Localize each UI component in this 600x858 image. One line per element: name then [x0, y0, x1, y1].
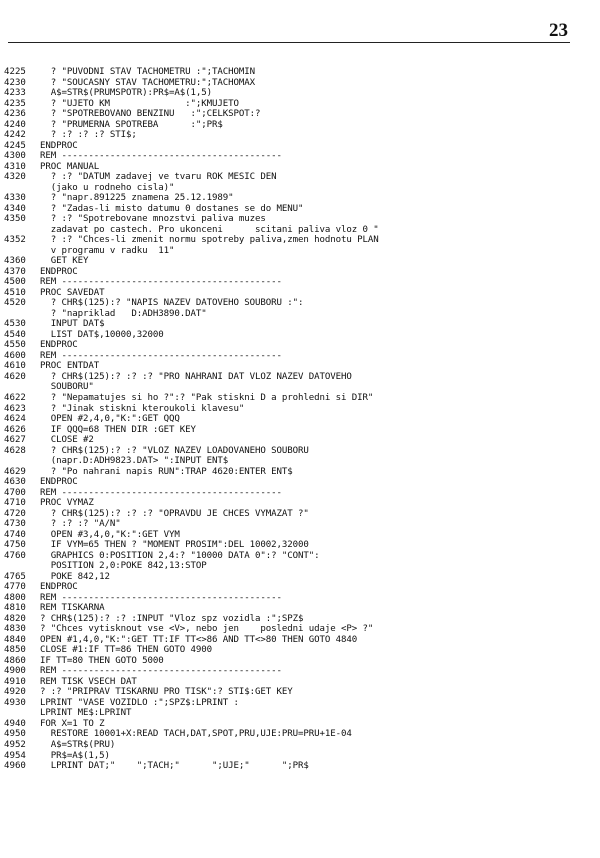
line-number: 4245 [4, 140, 26, 151]
code-line [0, 572, 600, 583]
line-code: IF TT=80 THEN GOTO 5000 [40, 655, 164, 666]
line-number: 4830 [4, 624, 26, 635]
header-rule [8, 42, 570, 43]
line-code: REM TISKARNA [40, 603, 105, 614]
line-number: 4850 [4, 645, 26, 656]
line-code: REM ----------------------------------------- [40, 666, 282, 677]
code-line [0, 141, 600, 152]
line-number: 4860 [4, 655, 26, 666]
line-number: 4730 [4, 519, 26, 530]
line-code: PROC ENTDAT [40, 361, 100, 372]
line-code: ENDPROC [40, 582, 78, 593]
line-number: 4952 [4, 740, 26, 750]
line-code: LPRINT "VASE VOZIDLO :";SPZ$:LPRINT : [40, 697, 239, 708]
code-line [0, 193, 600, 204]
line-code: REM ----------------------------------------- [40, 350, 282, 361]
code-line [0, 530, 600, 541]
line-code: ? CHR$(125):? :? :INPUT "Vloz spz vozidla :";SPZ$ [40, 613, 304, 624]
line-code: SOUBORU" [40, 382, 94, 393]
line-code: ? "Zadas-li misto datumu 0 dostanes se do MENU" [40, 203, 304, 214]
line-code: A$=STR$(PRU) [40, 740, 116, 750]
line-number: 4300 [4, 151, 26, 162]
code-line [0, 677, 600, 688]
line-code: ? "Jinak stiskni kteroukoli klavesu" [40, 403, 245, 414]
line-code: ? :? :? :? STI$; [40, 130, 137, 141]
line-number: 4910 [4, 676, 26, 687]
line-number: 4510 [4, 287, 26, 298]
code-line [0, 593, 600, 604]
code-line [0, 582, 600, 593]
line-code: REM ----------------------------------------- [40, 151, 282, 162]
line-number: 4352 [4, 235, 26, 246]
line-code: ? CHR$(125):? "NAPIS NAZEV DATOVEHO SOUBORU :": [40, 298, 304, 309]
code-line [0, 719, 600, 730]
line-number: 4610 [4, 361, 26, 372]
code-line [0, 246, 600, 257]
code-line [0, 498, 600, 509]
code-line [0, 708, 600, 719]
line-number: 4750 [4, 540, 26, 551]
line-code: ? CHR$(125):? :? :? "OPRAVDU JE CHCES VYMAZAT ?" [40, 508, 309, 519]
code-line [0, 666, 600, 677]
code-line [0, 645, 600, 656]
line-code: ? "UJETO KM :";KMUJETO [40, 98, 239, 109]
code-line [0, 656, 600, 667]
line-number: 4550 [4, 340, 26, 351]
code-line [0, 88, 600, 99]
line-code: GET KEY [40, 256, 89, 267]
line-code: GRAPHICS 0:POSITION 2,4:? "10000 DATA 0":? "CONT": [40, 550, 320, 561]
code-line [0, 551, 600, 562]
code-line [0, 635, 600, 646]
line-code: ? :? "Chces-li zmenit normu spotreby paliva,zmen hodnotu PLAN [40, 235, 379, 246]
code-line [0, 309, 600, 320]
line-number: 4540 [4, 329, 26, 340]
code-line [0, 351, 600, 362]
line-number: 4225 [4, 67, 26, 77]
code-line [0, 67, 600, 78]
line-code: PROC SAVEDAT [40, 287, 105, 298]
line-number: 4622 [4, 392, 26, 403]
line-code: LIST DAT$,10000,32000 [40, 329, 164, 340]
line-number: 4624 [4, 414, 26, 425]
line-number: 4330 [4, 193, 26, 204]
code-line [0, 183, 600, 194]
line-code: POKE 842,12 [40, 571, 110, 582]
line-number: 4700 [4, 487, 26, 498]
line-number: 4235 [4, 98, 26, 109]
line-number: 4810 [4, 603, 26, 614]
line-number: 4242 [4, 130, 26, 141]
line-number: 4960 [4, 761, 26, 772]
line-code: OPEN #3,4,0,"K:":GET VYM [40, 529, 180, 540]
line-code: (jako u rodneho cisla)" [40, 182, 175, 193]
line-code: REM TISK VSECH DAT [40, 676, 137, 687]
code-line [0, 330, 600, 341]
line-number: 4310 [4, 161, 26, 172]
line-number: 4230 [4, 77, 26, 88]
line-number: 4240 [4, 119, 26, 130]
line-code: PROC MANUAL [40, 161, 100, 172]
code-line [0, 393, 600, 404]
code-line [0, 99, 600, 110]
line-code: ? "Chces vytisknout vse <V>, nebo jen posledni udaje <P> ?" [40, 624, 374, 635]
line-code: CLOSE #2 [40, 435, 94, 446]
code-line [0, 446, 600, 457]
code-line [0, 761, 600, 772]
line-code: LPRINT DAT;" ";TACH;" ";UJE;" ";PR$ [40, 761, 309, 772]
code-line [0, 382, 600, 393]
line-code: ENDPROC [40, 140, 78, 151]
line-code: ? "napr.891225 znamena 25.12.1989" [40, 193, 234, 204]
code-line [0, 603, 600, 614]
line-number: 4629 [4, 466, 26, 477]
line-code: ? :? "DATUM zadavej ve tvaru ROK MESIC DEN [40, 172, 277, 183]
line-number: 4950 [4, 729, 26, 740]
code-line [0, 288, 600, 299]
line-code: OPEN #2,4,0,"K:":GET QQQ [40, 414, 180, 425]
code-line [0, 214, 600, 225]
line-number: 4320 [4, 172, 26, 183]
line-code: INPUT DAT$ [40, 319, 105, 330]
line-code: RESTORE 10001+X:READ TACH,DAT,SPOT,PRU,UJE:PRU=PRU+1E-04 [40, 729, 352, 740]
code-line [0, 120, 600, 131]
line-code: OPEN #1,4,0,"K:":GET TT:IF TT<>86 AND TT<>80 THEN GOTO 4840 [40, 634, 358, 645]
code-line [0, 477, 600, 488]
code-line [0, 435, 600, 446]
line-code: ? "napriklad D:ADH3890.DAT" [40, 308, 207, 319]
line-number: 4360 [4, 256, 26, 267]
code-line [0, 488, 600, 499]
code-line [0, 256, 600, 267]
line-code: REM ----------------------------------------- [40, 277, 282, 288]
code-line [0, 109, 600, 120]
line-number: 4710 [4, 498, 26, 509]
code-line [0, 225, 600, 236]
code-line [0, 267, 600, 278]
line-code: ? "PUVODNI STAV TACHOMETRU :";TACHOMIN [40, 67, 255, 77]
line-code: IF QQQ=68 THEN DIR :GET KEY [40, 424, 196, 435]
code-line [0, 298, 600, 309]
line-number: 4600 [4, 350, 26, 361]
code-listing [0, 67, 600, 772]
code-line [0, 235, 600, 246]
line-number: 4340 [4, 203, 26, 214]
code-line [0, 151, 600, 162]
code-line [0, 740, 600, 751]
line-number: 4800 [4, 592, 26, 603]
line-number: 4626 [4, 424, 26, 435]
page-number: 23 [549, 20, 568, 41]
line-code: ? "PRUMERNA SPOTREBA :";PR$ [40, 119, 223, 130]
code-line [0, 687, 600, 698]
code-line [0, 509, 600, 520]
line-code: LPRINT ME$:LPRINT [40, 708, 132, 719]
line-code: zadavat po castech. Pro ukonceni scitani paliva vloz 0 " [40, 224, 379, 235]
line-code: ? "Po nahrani napis RUN":TRAP 4620:ENTER ENT$ [40, 466, 293, 477]
line-number: 4623 [4, 403, 26, 414]
line-code: CLOSE #1:IF TT=86 THEN GOTO 4900 [40, 645, 212, 656]
line-code: ? CHR$(125):? :? :? "PRO NAHRANI DAT VLOZ NAZEV DATOVEHO [40, 371, 352, 382]
line-number: 4620 [4, 371, 26, 382]
code-line [0, 561, 600, 572]
code-line [0, 425, 600, 436]
line-code: ? :? "Spotrebovane mnozstvi paliva muzes [40, 214, 266, 225]
line-number: 4233 [4, 88, 26, 99]
code-line [0, 204, 600, 215]
line-code: PROC VYMAZ [40, 498, 94, 509]
line-number: 4530 [4, 319, 26, 330]
line-number: 4900 [4, 666, 26, 677]
line-code: IF VYM=65 THEN ? "MOMENT PROSIM":DEL 10002,32000 [40, 540, 309, 551]
code-line [0, 162, 600, 173]
code-line [0, 456, 600, 467]
line-number: 4630 [4, 477, 26, 488]
line-code: REM ----------------------------------------- [40, 592, 282, 603]
line-code: POSITION 2,0:POKE 842,13:STOP [40, 561, 207, 572]
line-code: PR$=A$(1,5) [40, 750, 110, 761]
line-code: (napr.D:ADH9823.DAT> ":INPUT ENT$ [40, 456, 229, 467]
line-number: 4920 [4, 687, 26, 698]
line-number: 4765 [4, 571, 26, 582]
code-line [0, 751, 600, 762]
line-code: ? "SPOTREBOVANO BENZINU :";CELKSPOT:? [40, 109, 261, 120]
line-code: A$=STR$(PRUMSPOTR):PR$=A$(1,5) [40, 88, 212, 99]
code-line [0, 729, 600, 740]
line-number: 4940 [4, 718, 26, 729]
code-line [0, 361, 600, 372]
line-code: REM ----------------------------------------- [40, 487, 282, 498]
line-number: 4628 [4, 445, 26, 456]
line-number: 4500 [4, 277, 26, 288]
line-code: v programu v radku 11" [40, 245, 175, 256]
code-line [0, 614, 600, 625]
line-code: ? "Nepamatujes si ho ?":? "Pak stiskni D a prohledni si DIR" [40, 392, 374, 403]
code-line [0, 340, 600, 351]
line-code: ? CHR$(125):? :? "VLOZ NAZEV LOADOVANEHO SOUBORU [40, 445, 309, 456]
line-code: ? :? :? "A/N" [40, 519, 121, 530]
line-number: 4760 [4, 550, 26, 561]
line-code: FOR X=1 TO Z [40, 718, 105, 729]
line-code: ENDPROC [40, 340, 78, 351]
line-number: 4627 [4, 435, 26, 446]
line-code: ? "SOUCASNY STAV TACHOMETRU:";TACHOMAX [40, 77, 255, 88]
code-line [0, 519, 600, 530]
line-code: ENDPROC [40, 266, 78, 277]
code-line [0, 319, 600, 330]
code-line [0, 404, 600, 415]
line-number: 4954 [4, 750, 26, 761]
line-number: 4820 [4, 613, 26, 624]
code-line [0, 467, 600, 478]
line-number: 4370 [4, 266, 26, 277]
code-line [0, 78, 600, 89]
line-code: ENDPROC [40, 477, 78, 488]
line-number: 4350 [4, 214, 26, 225]
code-line [0, 698, 600, 709]
code-line [0, 172, 600, 183]
line-code: ? :? "PRIPRAV TISKARNU PRO TISK":? STI$:GET KEY [40, 687, 293, 698]
code-line [0, 540, 600, 551]
line-number: 4840 [4, 634, 26, 645]
line-number: 4770 [4, 582, 26, 593]
code-line [0, 414, 600, 425]
line-number: 4720 [4, 508, 26, 519]
line-number: 4520 [4, 298, 26, 309]
code-line [0, 624, 600, 635]
code-line [0, 277, 600, 288]
code-line [0, 130, 600, 141]
line-number: 4740 [4, 529, 26, 540]
line-number: 4930 [4, 697, 26, 708]
code-line [0, 372, 600, 383]
line-number: 4236 [4, 109, 26, 120]
